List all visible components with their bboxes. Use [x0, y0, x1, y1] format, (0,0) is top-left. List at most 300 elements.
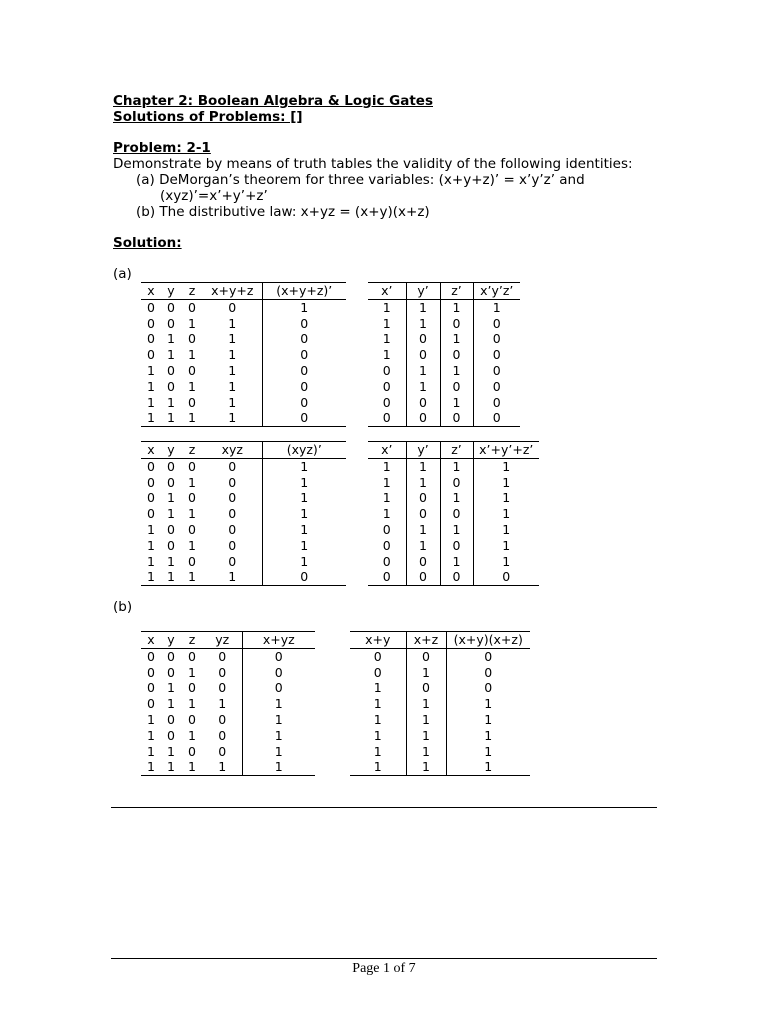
table-row — [141, 522, 346, 538]
table-cell: 0 — [167, 315, 175, 331]
table-cell: 1 — [203, 410, 262, 426]
table-cell: 0 — [300, 331, 309, 347]
table-cell: 1 — [484, 743, 493, 759]
table-cell: 0 — [440, 538, 473, 554]
table-cell: 0 — [300, 569, 309, 585]
table-cell: 1 — [274, 711, 283, 727]
table-cell: 1 — [406, 712, 446, 728]
table-cell: 0 — [492, 362, 501, 378]
table-cell: 1 — [188, 727, 196, 743]
table-cell: 0 — [484, 680, 493, 696]
table-cell: 1 — [147, 727, 155, 743]
table-cell: 1 — [406, 458, 440, 474]
table-cell: 1 — [188, 537, 196, 553]
table-cell: 0 — [368, 522, 406, 538]
table-row — [141, 569, 346, 585]
problem-title: Problem: 2-1 — [113, 140, 211, 156]
solution-title: Solution: — [113, 235, 182, 251]
table-row — [141, 490, 346, 506]
table-cell: 1 — [147, 553, 155, 569]
table-cell: 0 — [147, 331, 155, 347]
table-cell: 0 — [188, 362, 196, 378]
column-header: x — [141, 442, 161, 459]
table-row — [141, 316, 346, 332]
table-cell: 0 — [300, 394, 309, 410]
table-cell: 1 — [502, 458, 511, 474]
column-header: x — [141, 283, 161, 300]
table-cell: 1 — [188, 410, 196, 426]
table-row — [368, 490, 539, 506]
table-cell: 1 — [203, 395, 262, 411]
column-header: x+z — [406, 632, 446, 649]
table-cell: 1 — [167, 743, 175, 759]
table-cell: 0 — [147, 458, 155, 474]
table-row — [368, 299, 520, 315]
table-cell: 1 — [406, 316, 440, 332]
problem-part-a-line2: (xyz)’=x’+y’+z’ — [160, 188, 268, 204]
column-header: y — [161, 283, 181, 300]
column-header: z — [181, 442, 203, 459]
table-cell: 1 — [274, 743, 283, 759]
table-cell: 0 — [406, 395, 440, 411]
table-cell: 0 — [406, 347, 440, 363]
column-header: z — [181, 632, 203, 649]
column-header: (xyz)’ — [262, 442, 346, 459]
table-cell: 1 — [406, 728, 446, 744]
column-header: x’y’z’ — [473, 283, 520, 300]
solutions-subtitle: Solutions of Problems: [] — [113, 109, 303, 125]
table-cell: 0 — [188, 458, 196, 474]
table-cell: 0 — [147, 696, 155, 712]
table-cell: 1 — [188, 664, 196, 680]
table-cell: 1 — [406, 744, 446, 760]
column-header: x+y+z — [203, 283, 262, 300]
table-cell: 1 — [147, 743, 155, 759]
chapter-title: Chapter 2: Boolean Algebra & Logic Gates — [113, 93, 433, 109]
column-header: x+y — [350, 632, 406, 649]
part-a-label: (a) — [113, 266, 132, 282]
table-cell: 1 — [406, 299, 440, 315]
footer-divider — [111, 958, 657, 959]
table-cell: 0 — [203, 475, 262, 491]
table-cell: 1 — [492, 299, 501, 315]
table-cell: 1 — [368, 458, 406, 474]
table-cell: 1 — [502, 506, 511, 522]
table-row — [141, 299, 346, 315]
table-row — [368, 347, 520, 363]
column-header: y’ — [406, 283, 440, 300]
table-cell: 1 — [167, 490, 175, 506]
table-row — [368, 538, 539, 554]
table-cell: 0 — [492, 315, 501, 331]
table-cell: 0 — [440, 347, 473, 363]
table-cell: 0 — [406, 648, 446, 664]
truth-table-a1-left — [141, 282, 346, 427]
table-cell: 1 — [440, 490, 473, 506]
table-row — [368, 316, 520, 332]
table-cell: 0 — [167, 474, 175, 490]
table-cell: 0 — [368, 410, 406, 426]
table-cell: 1 — [147, 521, 155, 537]
table-cell: 1 — [350, 680, 406, 696]
section-divider — [111, 807, 657, 808]
table-cell: 0 — [147, 664, 155, 680]
table-row — [141, 728, 315, 744]
table-cell: 0 — [167, 458, 175, 474]
table-cell: 1 — [406, 475, 440, 491]
table-cell: 1 — [147, 569, 155, 585]
table-cell: 1 — [188, 347, 196, 363]
table-cell: 1 — [440, 331, 473, 347]
table-cell: 1 — [502, 490, 511, 506]
table-row — [141, 744, 315, 760]
table-row — [141, 458, 346, 474]
table-cell: 1 — [406, 665, 446, 681]
truth-table-a1-right — [368, 282, 520, 427]
table-cell: 1 — [188, 474, 196, 490]
table-cell: 1 — [350, 728, 406, 744]
table-cell: 0 — [300, 410, 309, 426]
table-cell: 0 — [147, 315, 155, 331]
table-cell: 0 — [300, 378, 309, 394]
table-cell: 0 — [188, 299, 196, 315]
problem-statement: Demonstrate by means of truth tables the validity of the following identities: — [113, 156, 633, 172]
table-cell: 1 — [203, 379, 262, 395]
table-cell: 1 — [368, 299, 406, 315]
table-cell: 0 — [492, 378, 501, 394]
table-cell: 1 — [147, 394, 155, 410]
table-cell: 1 — [300, 474, 309, 490]
table-cell: 1 — [203, 569, 262, 585]
table-cell: 0 — [167, 299, 175, 315]
table-row — [141, 347, 346, 363]
table-cell: 1 — [440, 522, 473, 538]
table-cell: 1 — [484, 711, 493, 727]
table-cell: 0 — [147, 299, 155, 315]
table-cell: 0 — [203, 680, 242, 696]
table-row — [368, 506, 539, 522]
table-cell: 0 — [167, 727, 175, 743]
table-cell: 0 — [203, 458, 262, 474]
table-row — [141, 554, 346, 570]
table-cell: 1 — [406, 696, 446, 712]
table-cell: 0 — [440, 379, 473, 395]
table-row — [141, 331, 346, 347]
table-cell: 0 — [406, 410, 440, 426]
table-row — [350, 759, 530, 775]
table-cell: 1 — [368, 316, 406, 332]
table-row — [141, 712, 315, 728]
column-header: z’ — [440, 283, 473, 300]
table-cell: 1 — [203, 347, 262, 363]
truth-table-a2-right — [368, 441, 539, 586]
table-row — [350, 696, 530, 712]
table-row — [368, 395, 520, 411]
table-cell: 1 — [167, 759, 175, 775]
table-row — [350, 712, 530, 728]
table-cell: 1 — [147, 711, 155, 727]
table-cell: 0 — [368, 569, 406, 585]
table-row — [141, 410, 346, 426]
table-cell: 1 — [502, 537, 511, 553]
table-cell: 0 — [368, 554, 406, 570]
table-cell: 0 — [203, 538, 262, 554]
table-cell: 1 — [440, 458, 473, 474]
table-cell: 1 — [406, 522, 440, 538]
table-cell: 0 — [203, 299, 262, 315]
table-cell: 0 — [147, 347, 155, 363]
table-cell: 1 — [300, 521, 309, 537]
table-cell: 0 — [406, 680, 446, 696]
table-cell: 0 — [203, 744, 242, 760]
table-cell: 1 — [188, 378, 196, 394]
table-row — [141, 538, 346, 554]
table-cell: 1 — [167, 553, 175, 569]
table-cell: 0 — [167, 521, 175, 537]
table-cell: 1 — [167, 506, 175, 522]
table-cell: 1 — [350, 759, 406, 775]
table-row — [368, 410, 520, 426]
table-cell: 0 — [502, 569, 511, 585]
column-header: x’ — [368, 283, 406, 300]
table-cell: 1 — [203, 316, 262, 332]
table-row — [368, 363, 520, 379]
table-cell: 1 — [188, 315, 196, 331]
column-header: x+yz — [242, 632, 315, 649]
problem-part-a-line1: (a) DeMorgan’s theorem for three variables: (x+y+z)’ = x’y’z’ and — [136, 172, 585, 188]
page-number: Page 1 of 7 — [352, 961, 416, 976]
table-cell: 0 — [300, 347, 309, 363]
table-cell: 1 — [484, 759, 493, 775]
table-cell: 0 — [274, 664, 283, 680]
table-row — [368, 475, 539, 491]
table-cell: 0 — [147, 506, 155, 522]
table-cell: 1 — [502, 474, 511, 490]
table-cell: 0 — [167, 362, 175, 378]
table-row — [350, 648, 530, 664]
table-row — [141, 475, 346, 491]
table-cell: 0 — [203, 490, 262, 506]
table-row — [350, 728, 530, 744]
table-cell: 1 — [484, 727, 493, 743]
table-cell: 1 — [350, 696, 406, 712]
table-cell: 0 — [167, 648, 175, 664]
table-cell: 0 — [300, 315, 309, 331]
column-header: x’+y’+z’ — [473, 442, 539, 459]
table-cell: 1 — [147, 537, 155, 553]
table-cell: 0 — [167, 537, 175, 553]
table-cell: 1 — [300, 458, 309, 474]
table-cell: 1 — [502, 521, 511, 537]
table-cell: 1 — [188, 569, 196, 585]
table-cell: 0 — [368, 395, 406, 411]
table-cell: 1 — [440, 554, 473, 570]
table-cell: 0 — [147, 680, 155, 696]
table-cell: 1 — [203, 759, 242, 775]
table-cell: 0 — [406, 569, 440, 585]
table-cell: 0 — [167, 664, 175, 680]
table-cell: 0 — [406, 331, 440, 347]
table-cell: 1 — [406, 379, 440, 395]
table-cell: 0 — [350, 648, 406, 664]
table-cell: 0 — [188, 394, 196, 410]
table-cell: 1 — [368, 475, 406, 491]
table-cell: 0 — [440, 316, 473, 332]
table-cell: 0 — [203, 648, 242, 664]
truth-table-a2-left — [141, 441, 346, 586]
table-cell: 1 — [300, 553, 309, 569]
column-header: x — [141, 632, 161, 649]
table-cell: 1 — [300, 490, 309, 506]
table-cell: 0 — [147, 490, 155, 506]
part-b-label: (b) — [113, 599, 133, 615]
table-cell: 1 — [188, 696, 196, 712]
table-cell: 1 — [274, 759, 283, 775]
column-header: (x+y)(x+z) — [446, 632, 530, 649]
table-cell: 0 — [203, 712, 242, 728]
column-header: z’ — [440, 442, 473, 459]
table-cell: 0 — [147, 474, 155, 490]
table-cell: 1 — [350, 712, 406, 728]
table-cell: 1 — [188, 759, 196, 775]
table-row — [368, 379, 520, 395]
table-cell: 1 — [203, 331, 262, 347]
table-cell: 1 — [406, 759, 446, 775]
table-cell: 1 — [203, 363, 262, 379]
table-cell: 0 — [203, 522, 262, 538]
table-row — [141, 665, 315, 681]
table-cell: 0 — [368, 538, 406, 554]
table-row — [141, 759, 315, 775]
table-cell: 1 — [406, 363, 440, 379]
table-cell: 0 — [492, 331, 501, 347]
table-cell: 1 — [167, 680, 175, 696]
truth-table-b-right — [350, 631, 530, 776]
table-cell: 0 — [440, 569, 473, 585]
table-cell: 0 — [492, 410, 501, 426]
table-cell: 0 — [203, 665, 242, 681]
table-cell: 1 — [350, 744, 406, 760]
table-cell: 1 — [147, 410, 155, 426]
table-cell: 1 — [368, 506, 406, 522]
table-cell: 0 — [167, 378, 175, 394]
table-row — [141, 696, 315, 712]
table-row — [368, 458, 539, 474]
truth-table-b-left — [141, 631, 315, 776]
table-cell: 1 — [167, 569, 175, 585]
column-header: x’ — [368, 442, 406, 459]
table-cell: 0 — [167, 711, 175, 727]
table-cell: 0 — [203, 728, 242, 744]
table-cell: 0 — [368, 363, 406, 379]
column-header: y — [161, 632, 181, 649]
table-cell: 1 — [147, 378, 155, 394]
table-cell: 0 — [188, 743, 196, 759]
table-cell: 1 — [274, 727, 283, 743]
column-header: yz — [203, 632, 242, 649]
table-cell: 0 — [484, 648, 493, 664]
table-row — [141, 648, 315, 664]
table-cell: 0 — [406, 490, 440, 506]
table-cell: 1 — [147, 759, 155, 775]
table-row — [350, 665, 530, 681]
column-header: y’ — [406, 442, 440, 459]
table-cell: 0 — [440, 410, 473, 426]
table-row — [141, 680, 315, 696]
table-cell: 0 — [406, 506, 440, 522]
column-header: y — [161, 442, 181, 459]
table-cell: 0 — [188, 711, 196, 727]
table-cell: 0 — [147, 648, 155, 664]
table-row — [368, 554, 539, 570]
table-cell: 1 — [167, 696, 175, 712]
table-row — [350, 680, 530, 696]
table-cell: 1 — [167, 394, 175, 410]
table-cell: 0 — [188, 680, 196, 696]
table-cell: 1 — [203, 696, 242, 712]
table-row — [350, 744, 530, 760]
table-row — [368, 569, 539, 585]
table-cell: 1 — [368, 490, 406, 506]
table-cell: 0 — [203, 506, 262, 522]
table-cell: 0 — [188, 331, 196, 347]
problem-part-b: (b) The distributive law: x+yz = (x+y)(x+z) — [136, 204, 430, 220]
table-cell: 1 — [300, 299, 309, 315]
table-row — [141, 506, 346, 522]
table-cell: 1 — [147, 362, 155, 378]
column-header: z — [181, 283, 203, 300]
table-row — [141, 363, 346, 379]
table-row — [368, 331, 520, 347]
table-cell: 1 — [368, 331, 406, 347]
table-cell: 0 — [492, 347, 501, 363]
table-cell: 0 — [188, 648, 196, 664]
table-cell: 0 — [440, 475, 473, 491]
table-cell: 0 — [484, 664, 493, 680]
column-header: (x+y+z)’ — [262, 283, 346, 300]
table-row — [141, 379, 346, 395]
table-cell: 0 — [188, 490, 196, 506]
table-row — [141, 395, 346, 411]
table-cell: 1 — [274, 696, 283, 712]
table-cell: 1 — [300, 506, 309, 522]
table-cell: 1 — [167, 331, 175, 347]
table-cell: 0 — [406, 554, 440, 570]
table-cell: 1 — [502, 553, 511, 569]
table-cell: 0 — [274, 648, 283, 664]
table-cell: 0 — [300, 362, 309, 378]
table-cell: 1 — [167, 347, 175, 363]
table-cell: 1 — [440, 363, 473, 379]
table-cell: 0 — [440, 506, 473, 522]
table-cell: 1 — [300, 537, 309, 553]
table-cell: 1 — [440, 299, 473, 315]
table-cell: 1 — [368, 347, 406, 363]
table-row — [368, 522, 539, 538]
table-cell: 1 — [188, 506, 196, 522]
table-cell: 0 — [274, 680, 283, 696]
table-cell: 0 — [203, 554, 262, 570]
table-cell: 0 — [188, 521, 196, 537]
table-cell: 0 — [188, 553, 196, 569]
table-cell: 0 — [350, 665, 406, 681]
column-header: xyz — [203, 442, 262, 459]
table-cell: 1 — [440, 395, 473, 411]
table-cell: 1 — [167, 410, 175, 426]
table-cell: 1 — [484, 696, 493, 712]
table-cell: 0 — [492, 394, 501, 410]
table-cell: 1 — [406, 538, 440, 554]
